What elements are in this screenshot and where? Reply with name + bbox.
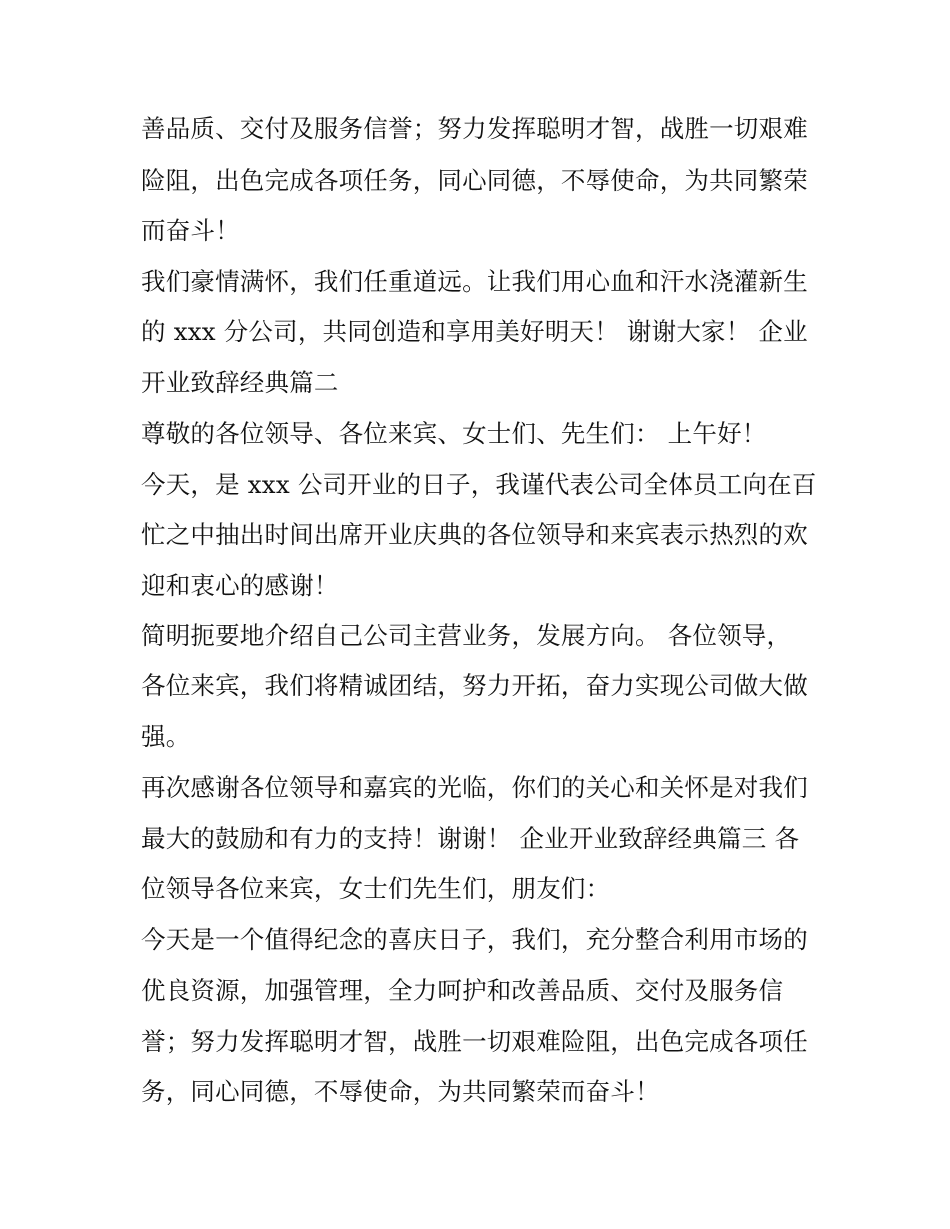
text-line: 今天，是 xxx 公司开业的日子，我谨代表公司全体员工向在百 — [141, 470, 817, 499]
text-line: 而奋斗！ — [141, 216, 240, 245]
text-line: 开业致辞经典篇二 — [141, 368, 339, 397]
text-line: 善品质、交付及服务信誉；努力发挥聪明才智，战胜一切艰难 — [141, 114, 808, 143]
text-line: 强。 — [141, 722, 191, 751]
text-line: 险阻，出色完成各项任务，同心同德，不辱使命，为共同繁荣 — [141, 166, 808, 195]
text-line: 优良资源，加强管理，全力呵护和改善品质、交付及服务信 — [141, 976, 784, 1005]
text-line: 再次感谢各位领导和嘉宾的光临，你们的关心和关怀是对我们 — [141, 773, 808, 802]
text-line: 各位来宾，我们将精诚团结，努力开拓，奋力实现公司做大做 — [141, 671, 808, 700]
text-line: 务，同心同德，不辱使命，为共同繁荣而奋斗！ — [141, 1077, 660, 1106]
text-line: 迎和衷心的感谢！ — [141, 571, 339, 600]
text-line: 誉；努力发挥聪明才智，战胜一切艰难险阻，出色完成各项任 — [141, 1027, 808, 1056]
text-line: 位领导各位来宾，女士们先生们，朋友们： — [141, 874, 611, 903]
text-line: 最大的鼓励和有力的支持！谢谢！ 企业开业致辞经典篇三 各 — [141, 824, 800, 853]
text-line: 简明扼要地介绍自己公司主营业务，发展方向。 各位领导， — [141, 621, 792, 650]
text-line: 忙之中抽出时间出席开业庆典的各位领导和来宾表示热烈的欢 — [141, 520, 808, 549]
text-line: 我们豪情满怀，我们任重道远。让我们用心血和汗水浇灌新生 — [141, 267, 808, 296]
text-line: 尊敬的各位领导、各位来宾、女士们、先生们： 上午好！ — [141, 419, 767, 448]
text-line: 的 xxx 分公司，共同创造和享用美好明天！ 谢谢大家！ 企业 — [141, 317, 808, 346]
text-line: 今天是一个值得纪念的喜庆日子，我们，充分整合利用市场的 — [141, 925, 808, 954]
